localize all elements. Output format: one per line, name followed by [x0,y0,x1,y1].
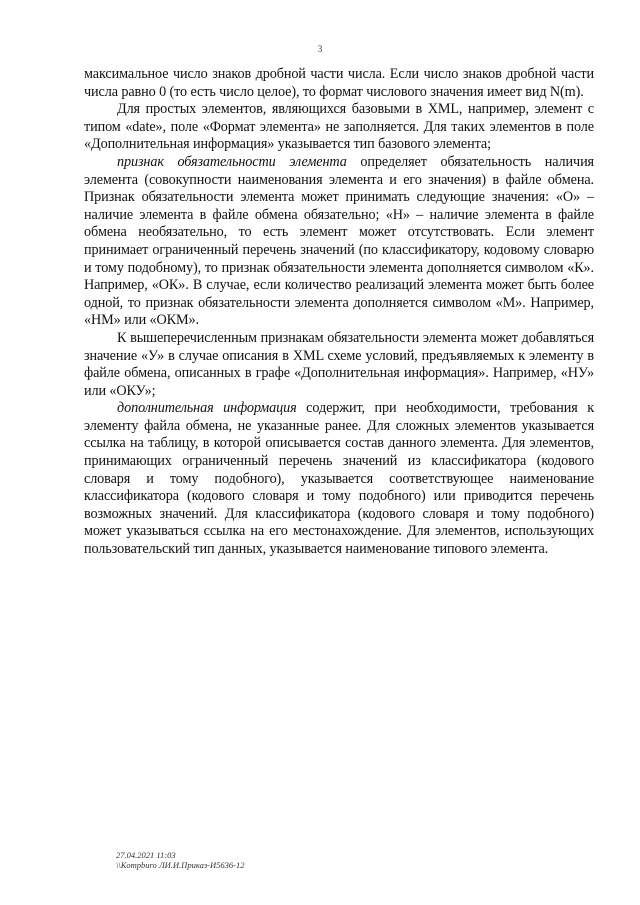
defined-term: признак обязательности элемента [117,153,347,170]
paragraph-text: определяет обязательность наличия элемента (совокупности наименования элемента и его значения) в файле обмена. Признак обязательности элемента может принимать следующие значения: «О» – наличие элемента в файле обмена обязательно; «Н» – наличие элемента в файле обмена необязательно, то есть элемент может отсутствовать. Если элемент принимает ограниченный перечень значений (по классификатору, кодовому словарю и тому подобному), то признак обязательности элемента дополняется символом «К». Например, «ОК». В случае, если количество реализаций элемента может быть более одной, то признак обязательности элемента дополняется символом «М». Например, «НМ» или «ОКМ». [84,153,594,329]
paragraph-text: Для простых элементов, являющихся базовыми в XML, например, элемент с типом «date», поле «Формат элемента» не заполняется. Для таких элементов в поле «Дополнительная информация» указывается тип базового элемента; [84,101,594,153]
footer-stamp [116,850,244,870]
footer-timestamp: 27.04.2021 11:03 [116,850,176,860]
defined-term: дополнительная информация [117,400,297,417]
paragraph-text: К вышеперечисленным признакам обязательности элемента может добавляться значение «У» в случае описания в XML схеме условий, предъявляемых к элементу в файле обмена, описанных в графе «Дополнительная информация». Например, «НУ» или «ОКУ»; [84,329,594,399]
footer-file-reference: \\Kompburo ЛИ.И.Приказ-И5636-12 [116,860,245,870]
paragraph-condition-value [84,330,594,400]
page-number: 3 [317,44,323,54]
paragraph-text: содержит, при необходимости, требования к элементу файла обмена, не указанные ранее. Для сложных элементов указывается ссылка на таблицу, в которой описывается состав данного элемента. Для элементов, принимающих ограниченный перечень значений из классификатора (кодового словаря и тому подобного), указывается соответствующее наименование классификатора (кодового словаря и тому подобного) или приводится перечень возможных значений. Для классификатора (кодового словаря и тому подобного) может указываться ссылка на его местонахождение. Для элементов, использующих пользовательский тип данных, указывается наименование типового элемента. [84,400,594,558]
paragraph-mandatory-attribute [84,154,594,330]
document-body [84,66,594,559]
paragraph-number-format [84,66,594,101]
paragraph-text: максимальное число знаков дробной части числа. Если число знаков дробной части числа равно 0 (то есть число целое), то формат числового значения имеет вид N(m). [84,66,594,100]
paragraph-additional-info [84,400,594,558]
paragraph-simple-elements [84,101,594,154]
